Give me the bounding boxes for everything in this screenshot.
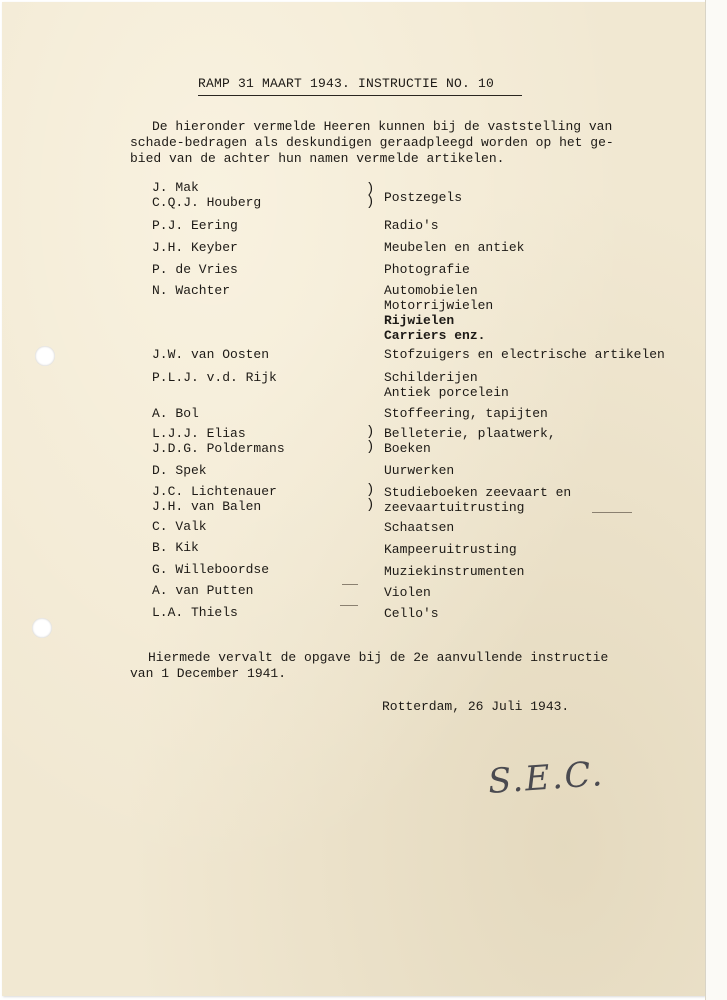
expertise-item: zeevaartuitrusting bbox=[384, 500, 525, 515]
expert-name: N. Wachter bbox=[152, 283, 231, 298]
closing-line: van 1 December 1941. bbox=[130, 666, 287, 681]
expertise-item: Motorrijwielen bbox=[384, 298, 494, 313]
background-strip bbox=[705, 0, 727, 1000]
closing-line: Hiermede vervalt de opgave bij de 2e aanvullende instructie bbox=[148, 650, 609, 665]
expert-name: P.L.J. v.d. Rijk bbox=[152, 370, 277, 385]
bracket-mark: ) bbox=[366, 194, 375, 210]
document-title: RAMP 31 MAART 1943. INSTRUCTIE NO. 10 bbox=[198, 76, 495, 91]
expertise-item: Violen bbox=[384, 585, 431, 600]
expertise-item: Schilderijen bbox=[384, 370, 478, 385]
document-page bbox=[2, 2, 705, 996]
closing-paragraph bbox=[130, 650, 690, 682]
expertise-item: Carriers enz. bbox=[384, 328, 486, 343]
faint-mark bbox=[340, 605, 358, 606]
expert-name: J.C. Lichtenauer bbox=[152, 484, 277, 499]
expert-name: C. Valk bbox=[152, 519, 207, 534]
expert-name: A. Bol bbox=[152, 406, 199, 421]
expert-name: J.D.G. Poldermans bbox=[152, 441, 285, 456]
intro-paragraph bbox=[130, 119, 690, 167]
expert-name: C.Q.J. Houberg bbox=[152, 195, 262, 210]
bracket-mark: ) bbox=[366, 482, 375, 498]
handwritten-initials: S.E.C. bbox=[486, 753, 606, 803]
bracket-mark: ) bbox=[366, 424, 375, 440]
expertise-item: Antiek porcelein bbox=[384, 385, 509, 400]
intro-line: De hieronder vermelde Heeren kunnen bij de vaststelling van bbox=[152, 119, 613, 134]
expert-name: L.A. Thiels bbox=[152, 605, 238, 620]
expert-name: L.J.J. Elias bbox=[152, 426, 246, 441]
punch-hole bbox=[32, 618, 52, 638]
bracket-mark: ) bbox=[366, 439, 375, 455]
faint-mark bbox=[342, 584, 358, 585]
expertise-item: Belleterie, plaatwerk, bbox=[384, 426, 556, 441]
expertise-item: Stofzuigers en electrische artikelen bbox=[384, 347, 665, 362]
expertise-item: Meubelen en antiek bbox=[384, 240, 525, 255]
bracket-mark: ) bbox=[366, 497, 375, 513]
expert-name: A. van Putten bbox=[152, 583, 254, 598]
expertise-item: Automobielen bbox=[384, 283, 478, 298]
faint-mark bbox=[592, 512, 632, 513]
expert-name: J.H. van Balen bbox=[152, 499, 262, 514]
expert-name: B. Kik bbox=[152, 540, 199, 555]
intro-line: bied van de achter hun namen vermelde artikelen. bbox=[130, 151, 505, 166]
expert-name: P. de Vries bbox=[152, 262, 238, 277]
expertise-item: Stoffeering, tapijten bbox=[384, 406, 548, 421]
expertise-item: Kampeeruitrusting bbox=[384, 542, 517, 557]
expert-name: G. Willeboordse bbox=[152, 562, 270, 577]
expertise-item: Studieboeken zeevaart en bbox=[384, 485, 572, 500]
expert-name: J. Mak bbox=[152, 180, 199, 195]
bracket-mark: ) bbox=[366, 181, 375, 197]
expertise-item: Radio's bbox=[384, 218, 439, 233]
expertise-item: Postzegels bbox=[384, 190, 463, 205]
intro-line: schade-bedragen als deskundigen geraadpleegd worden op het ge- bbox=[130, 135, 614, 150]
expertise-item: Muziekinstrumenten bbox=[384, 564, 525, 579]
expert-name: D. Spek bbox=[152, 463, 207, 478]
expertise-item: Rijwielen bbox=[384, 313, 455, 328]
punch-hole bbox=[35, 346, 55, 366]
expertise-item: Photografie bbox=[384, 262, 470, 277]
expertise-item: Boeken bbox=[384, 441, 431, 456]
title-underline bbox=[198, 95, 522, 96]
expert-name: J.H. Keyber bbox=[152, 240, 238, 255]
expertise-item: Uurwerken bbox=[384, 463, 455, 478]
expertise-item: Schaatsen bbox=[384, 520, 455, 535]
expert-name: P.J. Eering bbox=[152, 218, 238, 233]
expertise-item: Cello's bbox=[384, 606, 439, 621]
place-and-date: Rotterdam, 26 Juli 1943. bbox=[382, 699, 570, 714]
expert-name: J.W. van Oosten bbox=[152, 347, 270, 362]
